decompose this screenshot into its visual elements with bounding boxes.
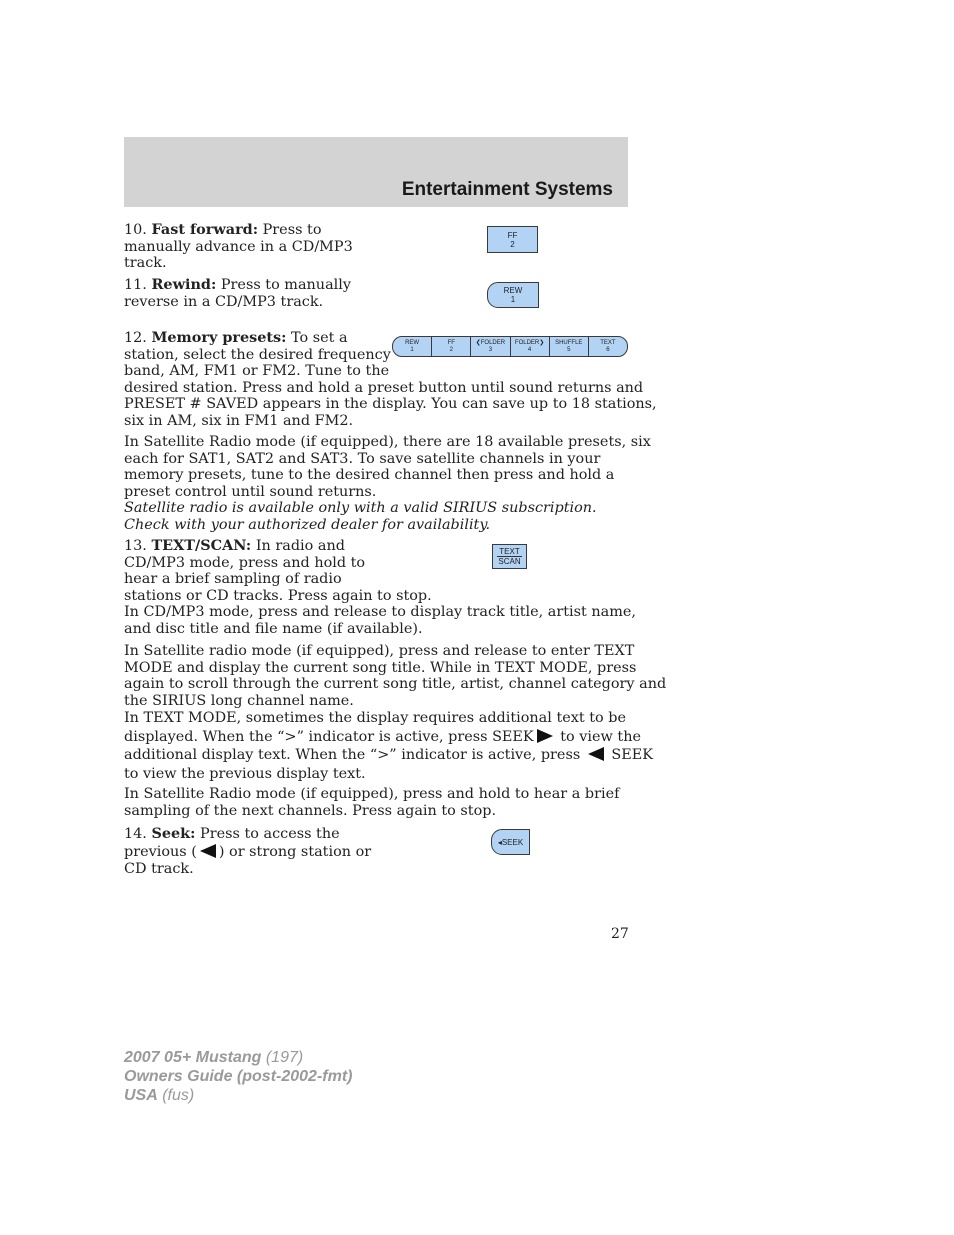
item-text-scan: 13. TEXT/SCAN: In radio and CD/MP3 mode, press and hold to hear a brief sampling of radio stations or CD tracks. Press again to stop. In CD/MP3 mode, press and release to display track title, artist name, and disc title and file name (if available). [124,537,636,637]
text-scan-button-illustration: TEXT SCAN [492,544,527,569]
sirius-note: Satellite radio is available only with a valid SIRIUS subscription. [124,500,597,516]
rew-button-illustration: REW 1 [487,282,539,308]
text-mode-paragraph: In Satellite radio mode (if equipped), press and release to enter TEXT MODE and display the current song title. While in TEXT MODE, press again to scroll through the current song title, artist, channel category and the SIRIUS long channel name. [124,643,667,709]
scan-paragraph: In Satellite Radio mode (if equipped), press and hold to hear a brief sampling of the next channels. Press again to stop. [124,786,620,819]
footer-model-info: 2007 05+ Mustang (197) Owners Guide (post-2002-fmt) USA (fus) [124,1049,353,1104]
seek-previous-icon [200,844,216,858]
preset-1: REW 1 [393,337,432,356]
section-header-band [124,137,628,207]
item-fast-forward: 10. Fast forward: Press to manually advance in a CD/MP3 track. [124,221,353,271]
page-number: 27 [611,926,629,942]
seek-forward-icon [537,729,553,743]
satellite-presets-paragraph: In Satellite Radio mode (if equipped), there are 18 available presets, six each for SAT1, SAT2 and SAT3. To save satellite channels in your memory presets, tune to the desired channel then press and hold a preset control until sound returns. Satellite radio is available only with a valid SIRIUS subscription. Check with your authorized dealer for availability. [124,434,651,533]
preset-3: ❮FOLDER 3 [471,337,510,356]
section-title: Entertainment Systems [401,179,613,200]
preset-6: TEXT 6 [600,339,616,353]
item-rewind: 11. Rewind: Press to manually reverse in a CD/MP3 track. [124,276,351,310]
preset-2: FF 2 [432,337,471,356]
preset-4: FOLDER❯ 4 [511,337,550,356]
preset-5: SHUFFLE 5 [550,337,589,356]
seek-back-icon [588,747,604,761]
seek-button-illustration: ◂SEEK [491,829,530,855]
ff-button-illustration: FF 2 [487,226,538,253]
item-seek: 14. Seek: Press to access the previous ( ) or strong station or CD track. [124,825,372,877]
preset-bar-illustration [392,336,628,357]
item-memory-presets: 12. Memory presets: To set a station, select the desired frequency band, AM, FM1 or FM2. Tune to the desired station. Press and hold a preset button until sound returns and PRESET # SAVED appears in the display. You can save up to 18 stations, six in AM, six in FM1 and FM2. [124,329,657,429]
text-mode-seek-paragraph: In TEXT MODE, sometimes the display requires additional text to be displayed. When the “>” indicator is active, press SEEK to view the additional display text. When the “>” indicator is active, press SEEK to view the previous display text. [124,710,653,782]
